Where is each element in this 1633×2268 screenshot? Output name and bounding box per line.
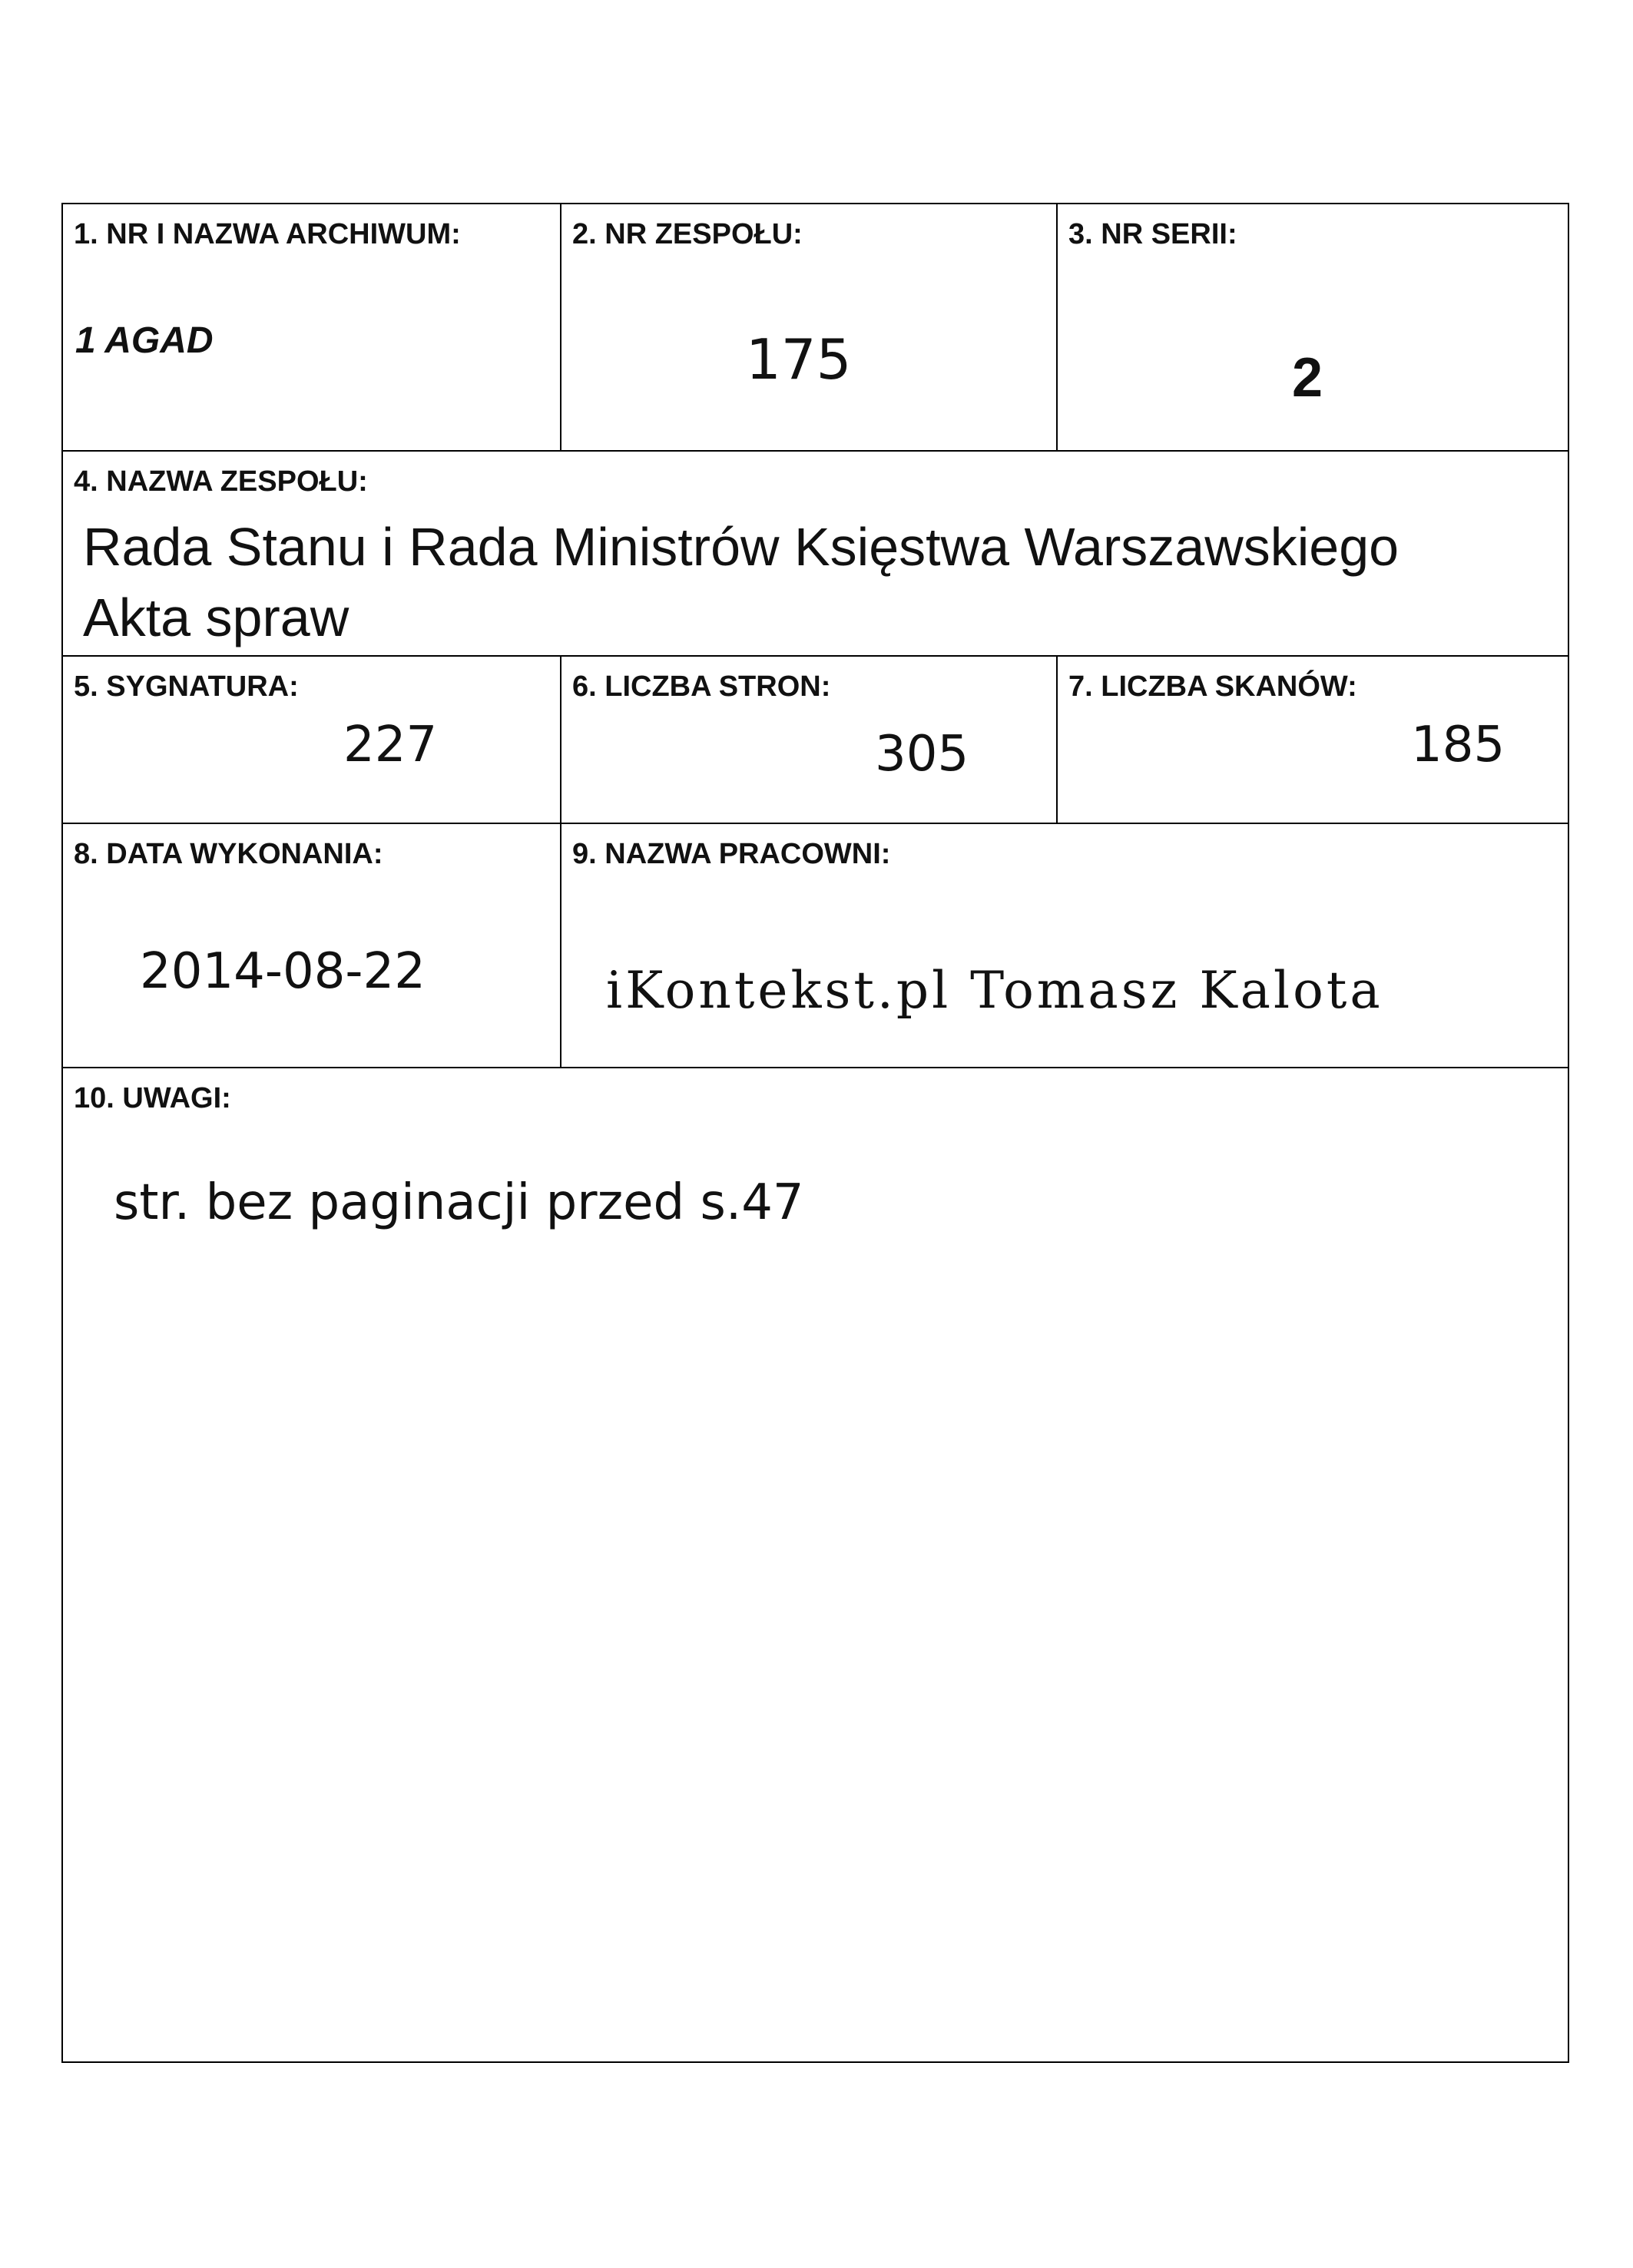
scan-count-cell [1056, 655, 1568, 823]
notes-cell [63, 1067, 1568, 2061]
archive-metadata-form [61, 203, 1569, 2063]
fonds-name-cell [63, 450, 1568, 655]
fonds-number-label: 2. NR ZESPOŁU: [572, 218, 803, 250]
archive-label: 1. NR I NAZWA ARCHIWUM: [74, 218, 461, 250]
page-count-label: 6. LICZBA STRON: [572, 670, 831, 703]
page-count-cell [560, 655, 1056, 823]
series-number-value: 2 [1292, 347, 1323, 409]
date-label: 8. DATA WYKONANIA: [74, 838, 383, 870]
page-count-value: 305 [875, 726, 969, 783]
notes-value: str. bez paginacji przed s.47 [114, 1174, 804, 1231]
archive-cell [63, 204, 560, 450]
notes-label: 10. UWAGI: [74, 1082, 231, 1114]
scan-count-label: 7. LICZBA SKANÓW: [1068, 670, 1357, 703]
fonds-name-line-2: Akta spraw [83, 588, 349, 647]
fonds-name-label: 4. NAZWA ZESPOŁU: [74, 465, 368, 498]
scan-count-value: 185 [1411, 717, 1505, 773]
series-number-cell [1056, 204, 1568, 450]
signature-value: 227 [343, 717, 438, 773]
series-number-label: 3. NR SERII: [1068, 218, 1237, 250]
workshop-cell [560, 823, 1568, 1067]
fonds-number-cell [560, 204, 1056, 450]
date-cell [63, 823, 560, 1067]
fonds-number-value: 175 [746, 327, 852, 392]
workshop-value: iKontekst.pl Tomasz Kalota [606, 961, 1383, 1020]
fonds-name-value [83, 512, 1399, 653]
fonds-name-line-1: Rada Stanu i Rada Ministrów Księstwa Warszawskiego [83, 517, 1399, 577]
archive-value: 1 AGAD [75, 320, 214, 361]
signature-cell [63, 655, 560, 823]
signature-label: 5. SYGNATURA: [74, 670, 299, 703]
workshop-label: 9. NAZWA PRACOWNI: [572, 838, 891, 870]
date-value: 2014-08-22 [140, 943, 426, 1000]
